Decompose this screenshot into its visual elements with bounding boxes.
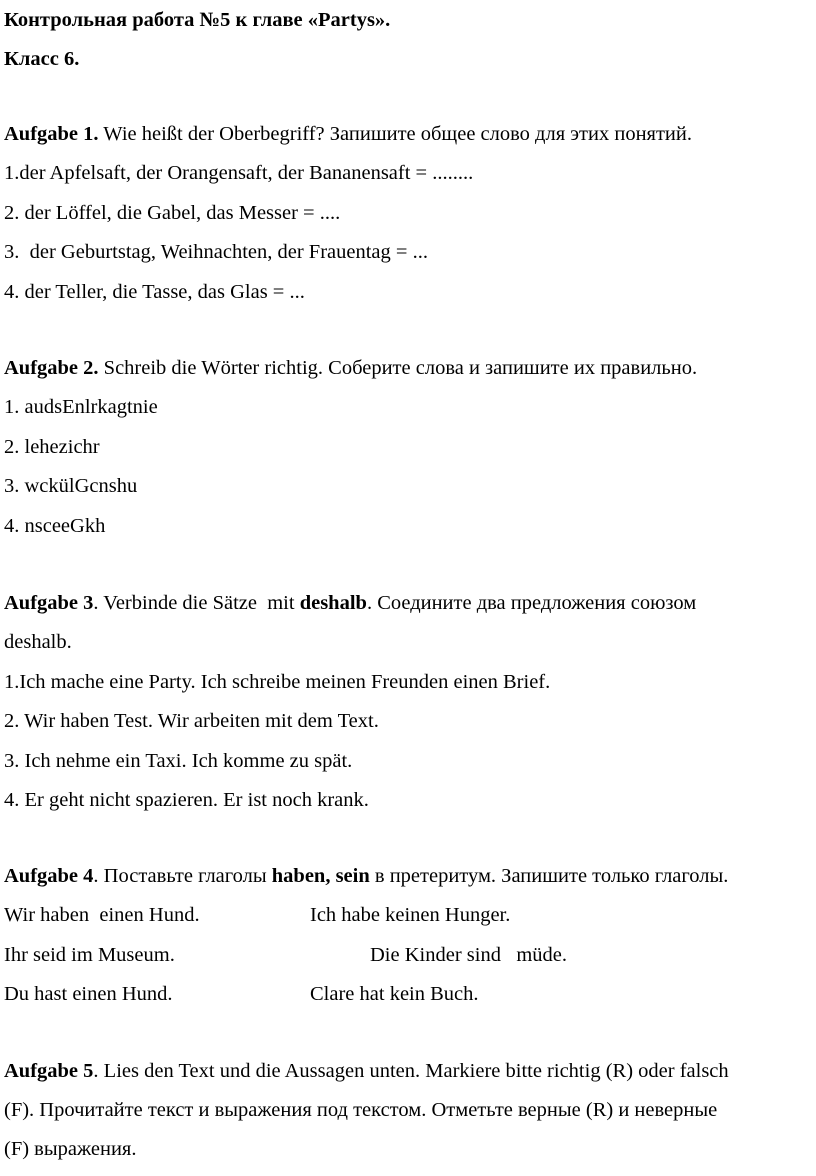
- task4-row-left: Du hast einen Hund.: [4, 983, 173, 1005]
- task2-item: 4. nsceeGkh: [4, 515, 106, 537]
- task2-heading: [4, 348, 697, 388]
- task4-row-right: Clare hat kein Buch.: [310, 983, 479, 1005]
- task5-instruction-end: (F) выражения.: [4, 1138, 137, 1160]
- task3-item: 4. Er geht nicht spazieren. Er ist noch krank.: [4, 789, 369, 811]
- task3-item: 1.Ich mache eine Party. Ich schreibe meinen Freunden einen Brief.: [4, 671, 551, 693]
- task1-item: 3. der Geburtstag, Weihnachten, der Frauentag = ...: [4, 241, 428, 263]
- task5-instruction-cont: (F). Прочитайте текст и выражения под текстом. Отметьте верные (R) и неверные: [4, 1099, 718, 1121]
- verbs-keyword: haben, sein: [271, 865, 370, 887]
- task1-instruction: Wie heißt der Oberbegriff? Запишите общее слово для этих понятий.: [98, 123, 692, 145]
- deshalb-keyword: deshalb: [299, 592, 367, 614]
- task2-instruction: Schreib die Wörter richtig. Соберите слова и запишите их правильно.: [98, 357, 698, 379]
- task1-label: Aufgabe 1.: [4, 123, 99, 145]
- task5-label: Aufgabe 5: [4, 1060, 94, 1082]
- task4-row-left: Ihr seid im Museum.: [4, 944, 175, 966]
- task4-heading: Aufgabe 4. Поставьте глаголы haben, sein в претеритум. Запишите только глаголы.: [4, 865, 729, 887]
- task2-label: Aufgabe 2.: [4, 357, 99, 379]
- task3-heading: Aufgabe 3. Verbinde die Sätze mit deshalb. Соедините два предложения союзом: [4, 592, 697, 614]
- task2-item: 3. wckülGcnshu: [4, 475, 138, 497]
- task3-item: 2. Wir haben Test. Wir arbeiten mit dem Text.: [4, 710, 379, 732]
- task3-item: 3. Ich nehme ein Taxi. Ich komme zu spät.: [4, 750, 353, 772]
- task2-item: 1. audsEnlrkagtnie: [4, 396, 158, 418]
- task3-instruction-cont: deshalb.: [4, 631, 72, 653]
- task4-row-left: Wir haben einen Hund.: [4, 904, 200, 926]
- task4-row-right: Ich habe keinen Hunger.: [310, 904, 511, 926]
- task2-item: 2. lehezichr: [4, 436, 100, 458]
- task1-item: 4. der Teller, die Tasse, das Glas = ...: [4, 281, 305, 303]
- task5-heading: Aufgabe 5. Lies den Text und die Aussagen unten. Markiere bitte richtig (R) oder falsch: [4, 1060, 729, 1082]
- class-label: Класс 6.: [4, 48, 80, 70]
- task1-item: 1.der Apfelsaft, der Orangensaft, der Bananensaft = ........: [4, 162, 474, 184]
- task1-item: 2. der Löffel, die Gabel, das Messer = ....: [4, 202, 341, 224]
- task3-label: Aufgabe 3: [4, 592, 94, 614]
- task4-label: Aufgabe 4: [4, 865, 94, 887]
- task4-row-right: Die Kinder sind müde.: [370, 944, 567, 966]
- page-title: Контрольная работа №5 к главе «Partys».: [4, 9, 391, 31]
- task1-heading: [4, 114, 692, 154]
